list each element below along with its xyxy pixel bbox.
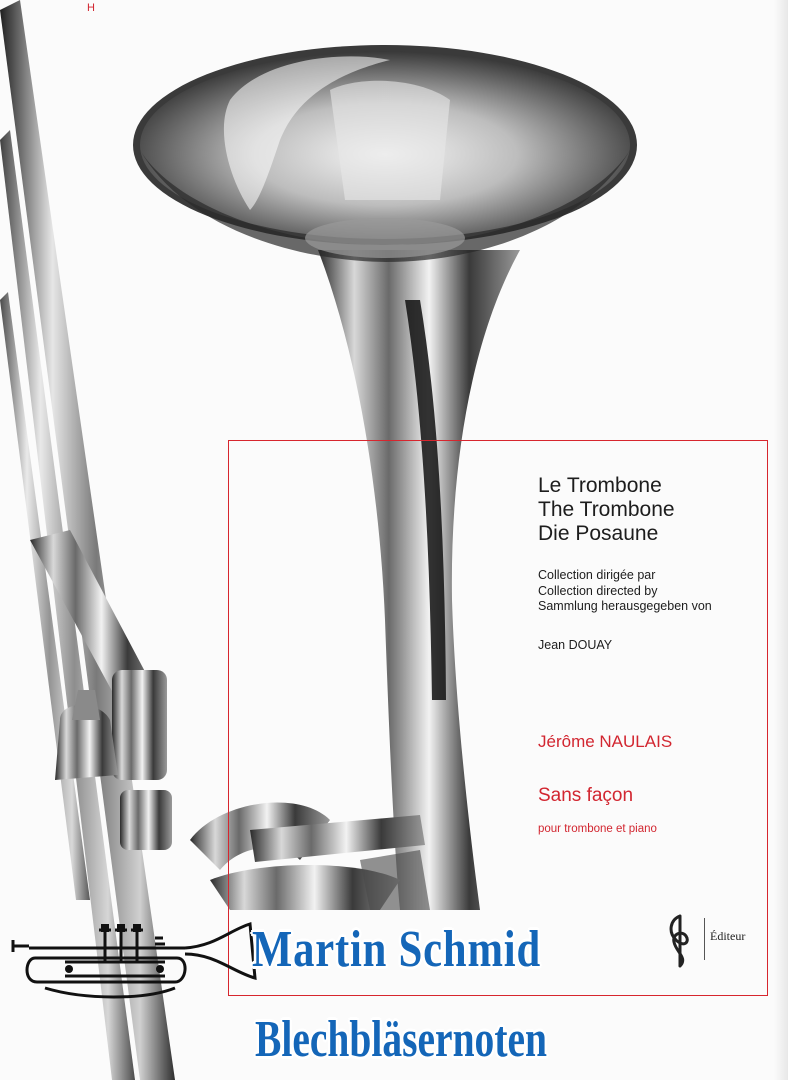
work-title: Sans façon — [538, 785, 634, 806]
trumpet-icon — [5, 918, 265, 1008]
slide-lock — [112, 670, 167, 780]
instrumentation: pour trombone et piano — [538, 823, 657, 835]
publisher-name: Éditeur — [710, 929, 746, 943]
watermark-line1: Martin Schmid — [252, 921, 542, 978]
corner-letter: H — [87, 2, 95, 14]
series-title-fr: Le Trombone — [538, 474, 662, 497]
series-title — [538, 474, 675, 546]
collection-credit-en: Collection directed by — [538, 583, 658, 598]
collection-credit — [538, 568, 712, 615]
treble-clef-icon — [650, 912, 702, 968]
watermark-line2: Blechbläsernoten — [255, 1011, 548, 1068]
series-title-en: The Trombone — [538, 498, 675, 521]
publisher-divider — [704, 918, 705, 960]
collection-credit-de: Sammlung herausgegeben von — [538, 599, 712, 613]
series-title-de: Die Posaune — [538, 522, 659, 545]
composer-name: Jérôme NAULAIS — [538, 732, 673, 751]
collection-director: Jean DOUAY — [538, 638, 613, 652]
collection-credit-fr: Collection dirigée par — [538, 568, 656, 582]
